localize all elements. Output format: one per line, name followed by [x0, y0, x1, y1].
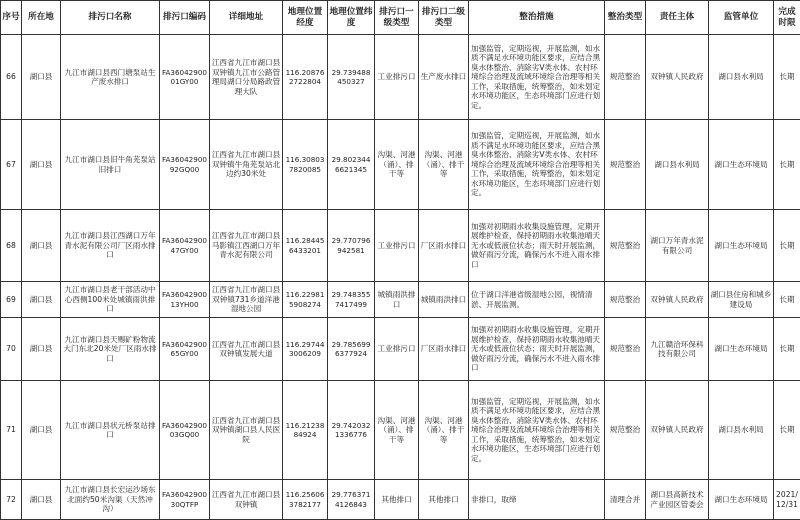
header-supervisor: 监管单位: [709, 1, 774, 35]
header-rectification-type: 整治类型: [605, 1, 646, 35]
cell-type-level1: 其他排口: [375, 480, 419, 520]
cell-latitude: 29.776371 4126843: [328, 480, 375, 520]
cell-longitude: 116.21238 84924: [283, 381, 328, 480]
cell-supervisor: 湖口生态环境局: [709, 480, 774, 520]
header-longitude: 地理位置经度: [283, 1, 328, 35]
cell-supervisor: 湖口生态环境局: [709, 318, 774, 381]
header-address: 详细地址: [210, 1, 283, 35]
cell-address: 江西省九江市湖口县双钟镇湖口县人民医院: [210, 381, 283, 480]
cell-deadline: 长期: [774, 210, 800, 282]
cell-seq: 69: [1, 282, 22, 318]
header-deadline: 完成时限: [774, 1, 800, 35]
cell-address: 江西省九江市湖口县双钟镇: [210, 480, 283, 520]
cell-supervisor: 湖口县水利局: [709, 35, 774, 120]
cell-seq: 68: [1, 210, 22, 282]
cell-seq: 67: [1, 120, 22, 210]
cell-outlet-code: FA36042900 47GY00: [160, 210, 210, 282]
cell-deadline: 长期: [774, 120, 800, 210]
cell-supervisor: 湖口县水利局: [709, 381, 774, 480]
cell-county: 湖口县: [22, 282, 61, 318]
cell-type-level1: 工业排污口: [375, 318, 419, 381]
cell-address: 江西省九江市湖口县双钟镇九江市公路管理局湖口分局路政管理大队: [210, 35, 283, 120]
cell-longitude: 116.20876 2722804: [283, 35, 328, 120]
cell-measures: 加强监管，定期巡视，开展监测，如水质不满足水环境功能区要求，应结合黑臭水体整治、消除劣Ⅴ类水体、农村环境综合治理及流域环境综合治理等相关工作，采取措施，统筹整治，如未划定水环境功能区，生态环境部门应进行划定。: [469, 120, 605, 210]
cell-measures: 加强对初期雨水收集设施管理，定期开展维护检查，保持初期雨水收集池晴天无水或低液位状态；雨天时开展监测，做好雨污分流，确保污水不进入雨水排口: [469, 318, 605, 381]
cell-seq: 71: [1, 381, 22, 480]
table-row: [1, 120, 800, 210]
table-row: [1, 282, 800, 318]
cell-latitude: 29.748355 7417499: [328, 282, 375, 318]
cell-county: 湖口县: [22, 318, 61, 381]
cell-rectification-type: 规范整治: [605, 318, 646, 381]
cell-rectification-type: 规范整治: [605, 120, 646, 210]
cell-outlet-name: 九江市湖口县长宏运沙场东北面约50米沟渠（天然冲沟）: [61, 480, 160, 520]
cell-outlet-name: 九江市湖口县西门塘泵站生产废水排口: [61, 35, 160, 120]
cell-latitude: 29.739488 450327: [328, 35, 375, 120]
cell-responsible: 九江赣洽环保科技有限公司: [646, 318, 709, 381]
header-type-level2: 排污口二级类型: [419, 1, 469, 35]
table-row: [1, 318, 800, 381]
cell-latitude: 29.742032 1336776: [328, 381, 375, 480]
cell-type-level2: 城镇雨洪排口: [419, 282, 469, 318]
cell-type-level2: 沟渠、河港（涌）、排干等: [419, 120, 469, 210]
cell-supervisor: 湖口生态环境局: [709, 210, 774, 282]
cell-address: 江西省九江市湖口县双钟镇牛角芜泵站北边约30米处: [210, 120, 283, 210]
cell-outlet-code: FA36042900 03GQ00: [160, 381, 210, 480]
cell-latitude: 29.785699 6377924: [328, 318, 375, 381]
header-latitude: 地理位置纬度: [328, 1, 375, 35]
header-county: 所在地: [22, 1, 61, 35]
cell-outlet-code: FA36042900 01GY00: [160, 35, 210, 120]
cell-type-level2: 其他排口: [419, 480, 469, 520]
header-responsible: 责任主体: [646, 1, 709, 35]
cell-county: 湖口县: [22, 120, 61, 210]
table-row: [1, 35, 800, 120]
cell-supervisor: 湖口生态环境局: [709, 120, 774, 210]
cell-responsible: 双钟镇人民政府: [646, 282, 709, 318]
cell-measures: 加强监管，定期巡视，开展监测，如水质不满足水环境功能区要求，应结合黑臭水体整治、消除劣Ⅴ类水体、农村环境综合治理及流域环境综合治理等相关工作，采取措施，统筹整治，如未划定水环境功能区，生态环境部门应进行划定。: [469, 381, 605, 480]
cell-outlet-name: 九江市湖口县状元桥泵站排口: [61, 381, 160, 480]
cell-deadline: 长期: [774, 381, 800, 480]
cell-measures: 位于湖口洋港省级湿地公园，视情清淤、开展监测。: [469, 282, 605, 318]
cell-type-level1: 沟渠、河港（涌）、排干等: [375, 381, 419, 480]
cell-deadline: 2021/12/31: [774, 480, 800, 520]
cell-seq: 70: [1, 318, 22, 381]
cell-longitude: 116.28445 6433201: [283, 210, 328, 282]
cell-type-level1: 城镇雨洪排口: [375, 282, 419, 318]
cell-responsible: 湖口县高新技术产业园区管委会: [646, 480, 709, 520]
cell-type-level2: 厂区雨水排口: [419, 318, 469, 381]
cell-outlet-name: 九江市湖口县天赐矿粉物流大门东北20米处厂区雨水排口: [61, 318, 160, 381]
cell-type-level2: 生产废水排口: [419, 35, 469, 120]
cell-deadline: 长期: [774, 282, 800, 318]
cell-address: 江西省九江市湖口县马影镇江西湖口万年青水泥有限公司: [210, 210, 283, 282]
cell-county: 湖口县: [22, 35, 61, 120]
cell-outlet-code: FA36042900 92GQ00: [160, 120, 210, 210]
cell-latitude: 29.802344 6621345: [328, 120, 375, 210]
cell-address: 江西省九江市湖口县双钟镇发展大道: [210, 318, 283, 381]
cell-deadline: 长期: [774, 318, 800, 381]
cell-longitude: 116.25606 3782177: [283, 480, 328, 520]
cell-longitude: 116.30803 7820085: [283, 120, 328, 210]
cell-outlet-code: FA36042900 30QTFP: [160, 480, 210, 520]
cell-rectification-type: 规范整治: [605, 35, 646, 120]
header-measures: 整治措施: [469, 1, 605, 35]
header-outlet-code: 排污口编码: [160, 1, 210, 35]
cell-seq: 72: [1, 480, 22, 520]
table-row: [1, 381, 800, 480]
header-outlet-name: 排污口名称: [61, 1, 160, 35]
header-row: [1, 1, 800, 35]
cell-rectification-type: 规范整治: [605, 381, 646, 480]
header-seq: 序号: [1, 1, 22, 35]
cell-seq: 66: [1, 35, 22, 120]
cell-measures: 非排口，取缔: [469, 480, 605, 520]
cell-county: 湖口县: [22, 480, 61, 520]
cell-type-level2: 沟渠、河港（涌）、排干等: [419, 381, 469, 480]
header-type-level1: 排污口一级类型: [375, 1, 419, 35]
cell-responsible: 湖口县水利局: [646, 120, 709, 210]
cell-longitude: 116.29744 3006209: [283, 318, 328, 381]
cell-outlet-name: 九江市湖口县老干部活动中心西侧100米处城镇雨洪排口: [61, 282, 160, 318]
cell-address: 江西省九江市湖口县双钟镇731乡道洋港湿地公园: [210, 282, 283, 318]
cell-type-level1: 沟渠、河港（涌）、排干等: [375, 120, 419, 210]
cell-longitude: 116.22981 5908274: [283, 282, 328, 318]
cell-type-level2: 厂区雨水排口: [419, 210, 469, 282]
cell-rectification-type: 清理合并: [605, 480, 646, 520]
cell-deadline: 长期: [774, 35, 800, 120]
cell-county: 湖口县: [22, 210, 61, 282]
cell-outlet-code: FA36042900 65GY00: [160, 318, 210, 381]
cell-outlet-name: 九江市湖口县江西湖口万年青水泥有限公司厂区雨水排口: [61, 210, 160, 282]
table-row: [1, 210, 800, 282]
cell-responsible: 双钟镇人民政府: [646, 381, 709, 480]
cell-measures: 加强监管，定期巡视，开展监测，如水质不满足水环境功能区要求，应结合黑臭水体整治、消除劣Ⅴ类水体、农村环境综合治理及流域环境综合治理等相关工作，采取措施，统筹整治，如未划定水环境功能区，生态环境部门应进行划定。: [469, 35, 605, 120]
table-row: [1, 480, 800, 520]
cell-type-level1: 工业排污口: [375, 210, 419, 282]
cell-rectification-type: 规范整治: [605, 282, 646, 318]
cell-responsible: 双钟镇人民政府: [646, 35, 709, 120]
cell-rectification-type: 规范整治: [605, 210, 646, 282]
cell-latitude: 29.770796 942581: [328, 210, 375, 282]
cell-county: 湖口县: [22, 381, 61, 480]
cell-type-level1: 工业排污口: [375, 35, 419, 120]
cell-measures: 加强对初期雨水收集设施管理，定期开展维护检查，保持初期雨水收集池晴天无水或低液位状态；雨天时开展监测，做好雨污分流，确保污水不进入雨水排口: [469, 210, 605, 282]
cell-outlet-name: 九江市湖口县旧牛角芜泵站旧排口: [61, 120, 160, 210]
cell-supervisor: 湖口县住房和城乡建设局: [709, 282, 774, 318]
cell-responsible: 湖口万年青水泥有限公司: [646, 210, 709, 282]
cell-outlet-code: FA36042900 13YH00: [160, 282, 210, 318]
